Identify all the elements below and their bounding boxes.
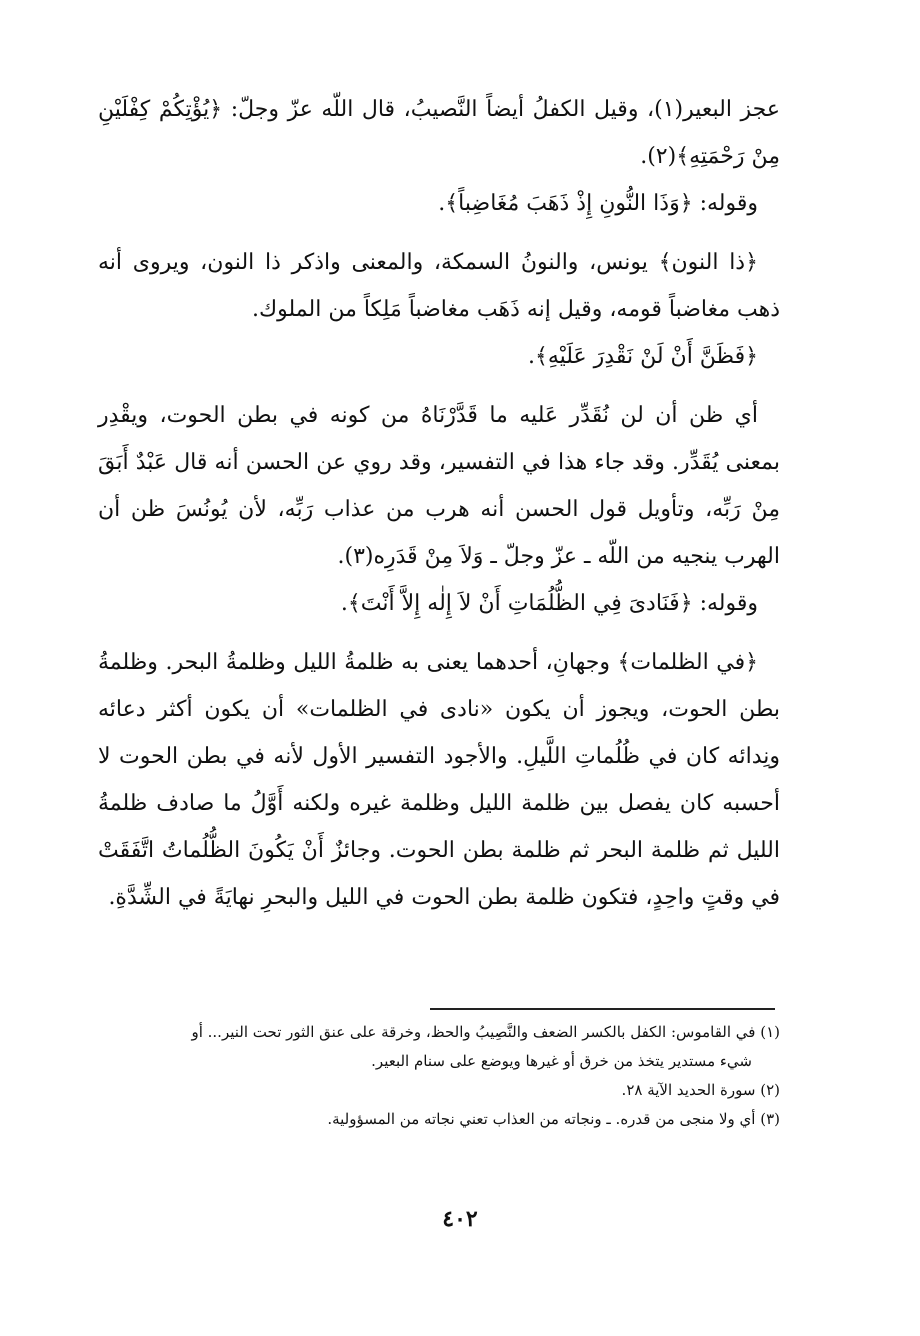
footnote-separator (430, 1008, 775, 1010)
paragraph: وقوله: ﴿فَنَادىَ فِي الظُّلُمَاتِ أَنْ لاَ إِلٰه إِلاَّ أَنْتَ﴾. (340, 591, 758, 616)
footnotes (98, 1018, 780, 1134)
paragraph: ﴿فَظَنَّ أَنْ لَنْ نَقْدِرَ عَلَيْهِ﴾. (527, 344, 758, 369)
page-number: ٤٠٢ (442, 1206, 478, 1232)
paragraph: وقوله: ﴿وَذَا النُّونِ إِذْ ذَهَبَ مُغَاضِباً﴾. (438, 191, 758, 216)
paragraph: ﴿في الظلمات﴾ وجهانِ، أحدهما يعنى به ظلمةُ الليل وظلمةُ البحر. وظلمةُ بطن الحوت، ويجوز أن يكون «نادى في الظلمات» أن يكون أكثر دعائه ونِدائه كان في ظُلُماتِ اللَّيلِ. والأجود التفسير الأول لأنه في بطن الحوت لا أحسبه كان يفصل بين ظلمة الليل وظلمة غيره ولكنه أَوَّلُ ما صادف ظلمةُ الليل ثم ظلمة البحر ثم ظلمة بطن الحوت. وجائزٌ أَنْ يَكُونَ الظُّلُماتُ اتَّفَقَتْ في وقتٍ واحِدٍ، فتكون ظلمة بطن الحوت في الليل والبحرِ نهايَةً في الشِّدَّةِ. (98, 650, 780, 910)
footnote: (٣) أي ولا منجى من قدره. ـ ونجاته من العذاب تعني نجاته من المسؤولية. (327, 1110, 780, 1128)
footnote: (٢) سورة الحديد الآية ٢٨. (621, 1081, 780, 1099)
paragraph: ﴿ذا النون﴾ يونس، والنونُ السمكة، والمعنى واذكر ذا النون، ويروى أنه ذهب مغاضباً قومه، وقيل إنه ذَهَب مغاضباً مَلِكاً من الملوك. (98, 250, 780, 322)
footnote: (١) في القاموس: الكفل بالكسر الضعف والنَّصِيبُ والحظ، وخرقة على عنق الثور تحت النير... أو (191, 1023, 780, 1041)
body-text (98, 86, 780, 921)
footnote-continuation: شيء مستدير يتخذ من خرق أو غيرها ويوضع على سنام البعير. (371, 1052, 752, 1070)
paragraph: أي ظن أن لن نُقَدِّر عَليه ما قَدَّرْنَاهُ من كونه في بطن الحوت، ويقْدِر بمعنى يُقَدِّر. وقد جاء هذا في التفسير، وقد روي عن الحسن أنه قال عَبْدٌ أَبَقَ مِنْ رَبِّه، وتأويل قول الحسن أنه هرب من عذاب رَبِّه، لأن يُونُسَ ظن أن الهرب ينجيه من اللّه ـ عزّ وجلّ ـ وَلاَ مِنْ قَدَرِه(٣). (98, 403, 780, 569)
paragraph: عجز البعير(١)، وقيل الكفلُ أيضاً النَّصيبُ، قال اللّه عزّ وجلّ: ﴿يُؤْتِكُمْ كِفْلَيْنِ مِنْ رَحْمَتِهِ﴾(٢). (98, 97, 780, 169)
